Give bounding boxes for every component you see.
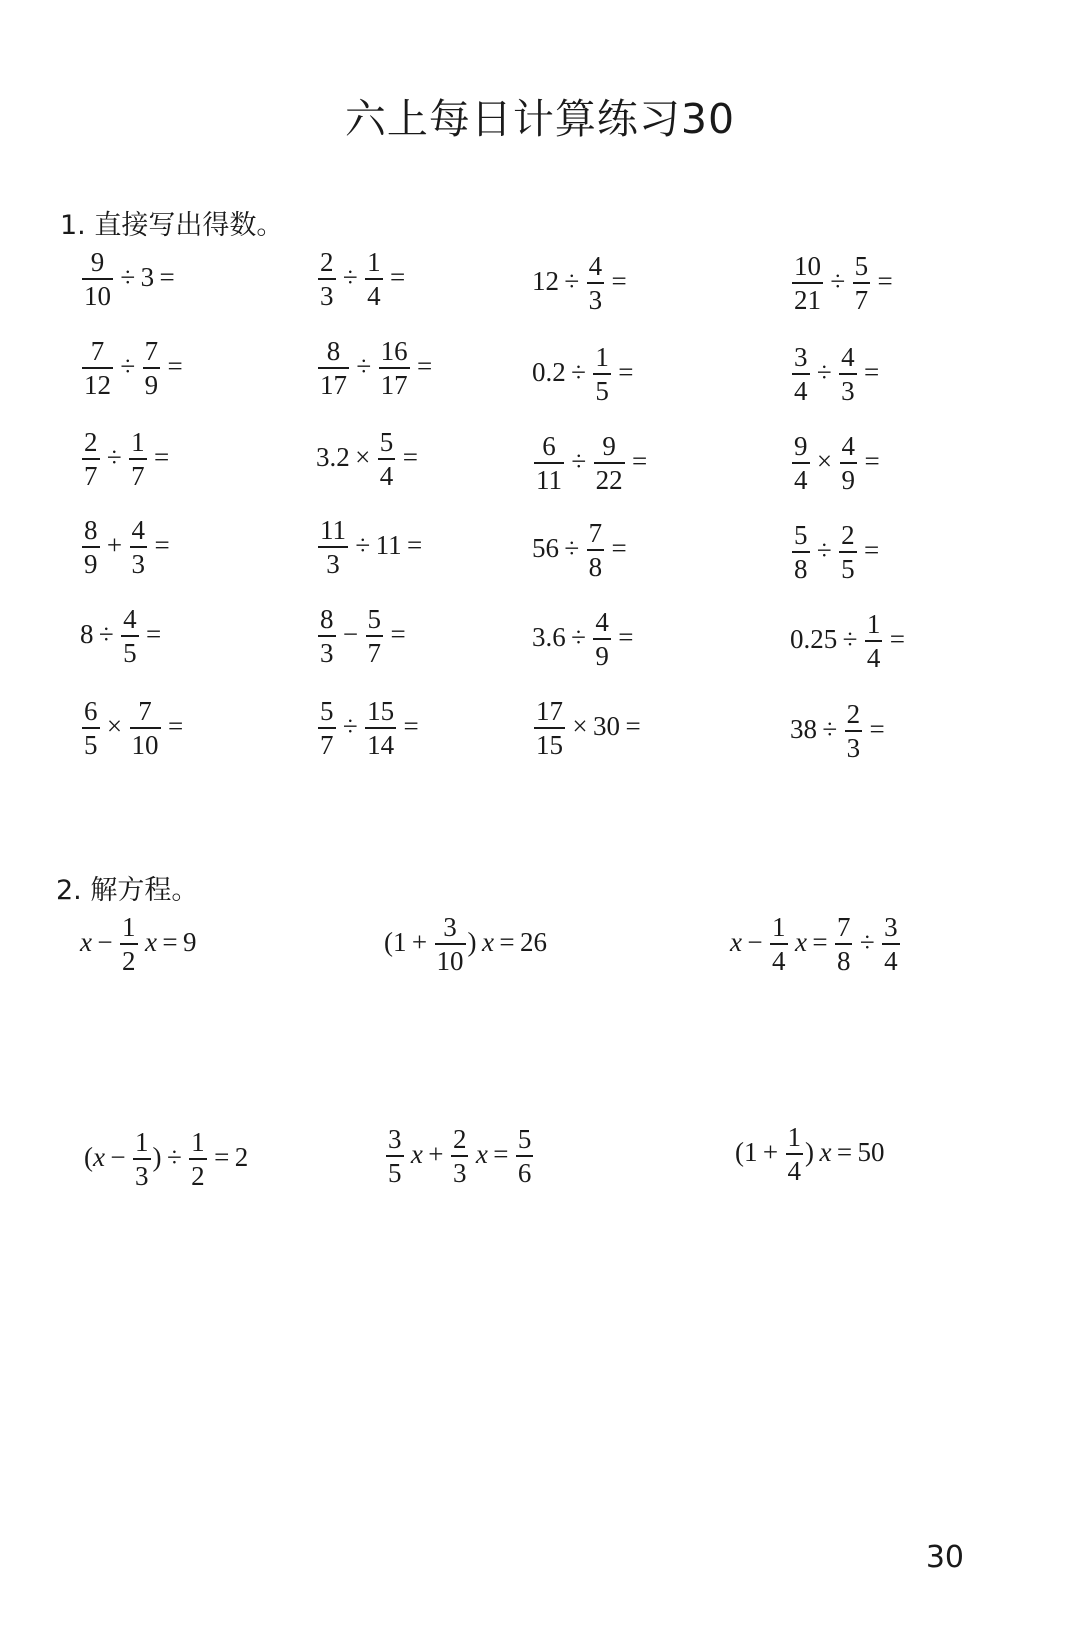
variable: x (475, 1138, 488, 1169)
fraction (882, 913, 900, 976)
variable: x (410, 1138, 423, 1169)
fraction-denominator: 4 (866, 643, 881, 674)
fraction-denominator: 8 (794, 554, 808, 585)
fraction-denominator: 2 (191, 1161, 205, 1192)
fraction-numerator: 2 (318, 248, 336, 280)
exercise-q3: 12 ÷ $\frac{4}{3}$ = (532, 251, 627, 316)
fraction-denominator: 5 (595, 376, 609, 407)
fraction-denominator: 8 (588, 552, 603, 583)
fraction (792, 343, 810, 406)
fraction (534, 697, 565, 760)
fraction-numerator: 8 (82, 516, 100, 548)
fraction (82, 516, 100, 579)
fraction-denominator: 3 (320, 281, 334, 312)
fraction-numerator: 5 (378, 428, 396, 460)
fraction (133, 1128, 151, 1191)
fraction-numerator: 9 (594, 432, 625, 464)
fraction-numerator: 2 (82, 428, 100, 460)
fraction-denominator: 4 (379, 461, 394, 492)
fraction (386, 1125, 404, 1188)
fraction-numerator: 4 (587, 252, 605, 284)
fraction (451, 1125, 469, 1188)
fraction-numerator: 6 (534, 432, 564, 464)
exercise-q2: $\frac{2}{3}$ ÷ $\frac{1}{4}$ = (320, 247, 406, 312)
fraction-denominator: 9 (84, 549, 98, 580)
fraction (318, 337, 349, 400)
page-title: 六上每日计算练习30 (344, 95, 736, 143)
fraction (435, 913, 466, 976)
fraction (130, 697, 161, 760)
fraction-numerator: 3 (792, 343, 810, 375)
fraction-denominator: 12 (84, 370, 111, 401)
fraction (587, 252, 605, 315)
page-number: 30 (925, 1540, 964, 1575)
fraction-numerator: 11 (318, 516, 348, 548)
fraction-numerator: 1 (770, 913, 788, 945)
fraction (593, 343, 611, 406)
variable: x (794, 926, 807, 957)
fraction (82, 697, 100, 760)
exercise-q24: 38 ÷ $\frac{2}{3}$ = (790, 699, 885, 764)
fraction-numerator: 1 (865, 610, 883, 642)
exercise-q21: $\frac{6}{5}$ × $\frac{7}{10}$ = (84, 696, 184, 761)
fraction-denominator: 15 (536, 730, 563, 761)
fraction-denominator: 14 (367, 730, 395, 761)
exercise-q17: 8 ÷ $\frac{4}{5}$ = (80, 604, 162, 669)
equation-e3: x − $\frac{1}{4}$ x = $\frac{7}{8}$ ÷ $\frac{3}{4}$ (730, 912, 898, 977)
fraction-denominator: 3 (135, 1161, 149, 1192)
fraction (365, 248, 383, 311)
fraction-numerator: 16 (379, 337, 410, 369)
fraction-numerator: 15 (365, 697, 396, 729)
fraction (120, 913, 138, 976)
exercise-q10: 3.2 × $\frac{5}{4}$ = (316, 427, 418, 492)
fraction (792, 521, 810, 584)
fraction-numerator: 10 (792, 252, 823, 284)
fraction-denominator: 3 (320, 638, 334, 669)
fraction-denominator: 6 (517, 1158, 532, 1189)
fraction-numerator: 5 (318, 697, 336, 729)
fraction-numerator: 3 (386, 1125, 404, 1157)
fraction (318, 248, 336, 311)
fraction-numerator: 7 (130, 697, 161, 729)
fraction-denominator: 5 (123, 638, 137, 669)
fraction-denominator: 4 (884, 946, 898, 977)
fraction (865, 610, 883, 673)
fraction-numerator: 7 (835, 913, 853, 945)
fraction (534, 432, 564, 495)
fraction-numerator: 4 (121, 605, 139, 637)
exercise-q13: $\frac{8}{9}$ + $\frac{4}{3}$ = (84, 515, 170, 580)
fraction (82, 337, 113, 400)
fraction-denominator: 10 (84, 281, 111, 312)
fraction-denominator: 5 (841, 554, 855, 585)
fraction-numerator: 8 (318, 605, 336, 637)
exercise-q20: 0.25 ÷ $\frac{1}{4}$ = (790, 609, 906, 674)
fraction (839, 343, 857, 406)
fraction-numerator: 7 (587, 519, 605, 551)
fraction-numerator: 5 (853, 252, 871, 284)
fraction-denominator: 4 (794, 376, 808, 407)
fraction-denominator: 17 (380, 370, 408, 401)
fraction (318, 605, 336, 668)
fraction (839, 521, 857, 584)
exercise-q6: $\frac{8}{17}$ ÷ $\frac{16}{17}$ = (320, 336, 433, 401)
exercise-q9: $\frac{2}{7}$ ÷ $\frac{1}{7}$ = (84, 427, 170, 492)
fraction (786, 1123, 804, 1186)
fraction-denominator: 7 (320, 730, 334, 761)
fraction-numerator: 4 (593, 608, 611, 640)
fraction (516, 1125, 534, 1188)
fraction-numerator: 1 (786, 1123, 804, 1155)
fraction (840, 432, 858, 495)
fraction-numerator: 1 (133, 1128, 151, 1160)
fraction (143, 337, 161, 400)
fraction-numerator: 2 (451, 1125, 469, 1157)
exercise-q23: $\frac{17}{15}$ × 30 = (536, 696, 641, 761)
fraction-denominator: 11 (536, 465, 562, 496)
fraction-denominator: 10 (436, 946, 464, 977)
fraction-numerator: 7 (82, 337, 113, 369)
fraction-numerator: 4 (840, 432, 858, 464)
fraction (189, 1128, 207, 1191)
fraction-denominator: 3 (131, 549, 146, 580)
fraction (594, 432, 625, 495)
variable: x (144, 926, 157, 957)
fraction-numerator: 4 (839, 343, 857, 375)
section-2-heading: 2. 解方程。 (56, 875, 199, 906)
fraction-denominator: 9 (144, 370, 159, 401)
exercise-q15: 56 ÷ $\frac{7}{8}$ = (532, 518, 627, 583)
fraction (593, 608, 611, 671)
fraction-numerator: 8 (318, 337, 349, 369)
equation-e5: $\frac{3}{5}$ x + $\frac{2}{3}$ x = $\frac{5}{6}$ (388, 1124, 532, 1189)
fraction (318, 516, 348, 579)
fraction-denominator: 4 (772, 946, 786, 977)
fraction (792, 252, 823, 315)
exercise-q16: $\frac{5}{8}$ ÷ $\frac{2}{5}$ = (794, 520, 880, 585)
exercise-q11: $\frac{6}{11}$ ÷ $\frac{9}{22}$ = (536, 431, 648, 496)
fraction (378, 428, 396, 491)
exercise-q5: $\frac{7}{12}$ ÷ $\frac{7}{9}$ = (84, 336, 183, 401)
fraction-numerator: 5 (366, 605, 384, 637)
fraction-denominator: 17 (320, 370, 347, 401)
variable: x (819, 1136, 832, 1167)
fraction-numerator: 17 (534, 697, 565, 729)
fraction-denominator: 10 (131, 730, 159, 761)
fraction (318, 697, 336, 760)
fraction (792, 432, 810, 495)
exercise-q12: $\frac{9}{4}$ × $\frac{4}{9}$ = (794, 431, 880, 496)
exercise-q14: $\frac{11}{3}$ ÷ 11 = (320, 515, 423, 580)
fraction-denominator: 3 (452, 1158, 467, 1189)
fraction-numerator: 5 (792, 521, 810, 553)
fraction-numerator: 3 (435, 913, 466, 945)
variable: x (481, 926, 494, 957)
exercise-q8: $\frac{3}{4}$ ÷ $\frac{4}{3}$ = (794, 342, 880, 407)
fraction-numerator: 9 (792, 432, 810, 464)
fraction-denominator: 3 (588, 285, 603, 316)
fraction (835, 913, 853, 976)
fraction (366, 605, 384, 668)
exercise-q18: $\frac{8}{3}$ − $\frac{5}{7}$ = (320, 604, 406, 669)
equation-e2: (1 + $\frac{3}{10}$ ) x = 26 (384, 912, 547, 977)
exercise-q22: $\frac{5}{7}$ ÷ $\frac{15}{14}$ = (320, 696, 419, 761)
fraction (587, 519, 605, 582)
variable: x (80, 926, 92, 957)
fraction-numerator: 1 (593, 343, 611, 375)
fraction-numerator: 1 (120, 913, 138, 945)
exercise-q19: 3.6 ÷ $\frac{4}{9}$ = (532, 607, 634, 672)
fraction (82, 248, 113, 311)
fraction-numerator: 7 (143, 337, 161, 369)
fraction-numerator: 1 (189, 1128, 207, 1160)
fraction (82, 428, 100, 491)
fraction-numerator: 6 (82, 697, 100, 729)
fraction-denominator: 4 (367, 281, 381, 312)
fraction-denominator: 3 (841, 376, 855, 407)
fraction-denominator: 9 (841, 465, 856, 496)
fraction-denominator: 4 (794, 465, 808, 496)
fraction-denominator: 3 (326, 549, 340, 580)
fraction-numerator: 1 (129, 428, 147, 460)
equation-e1: x − $\frac{1}{2}$ x = 9 (80, 912, 197, 977)
fraction (130, 516, 148, 579)
fraction (121, 605, 139, 668)
fraction-denominator: 5 (84, 730, 98, 761)
fraction-numerator: 9 (82, 248, 113, 280)
fraction-denominator: 22 (595, 465, 623, 496)
exercise-q7: 0.2 ÷ $\frac{1}{5}$ = (532, 342, 634, 407)
fraction-numerator: 2 (839, 521, 857, 553)
fraction-denominator: 7 (367, 638, 382, 669)
fraction-numerator: 3 (882, 913, 900, 945)
fraction (845, 700, 863, 763)
equation-e6: (1 + $\frac{1}{4}$ ) x = 50 (735, 1122, 885, 1187)
fraction-denominator: 8 (836, 946, 851, 977)
fraction (853, 252, 871, 315)
fraction-numerator: 2 (845, 700, 863, 732)
fraction-denominator: 5 (388, 1158, 402, 1189)
fraction (129, 428, 147, 491)
fraction-denominator: 21 (794, 285, 821, 316)
fraction-numerator: 4 (130, 516, 148, 548)
exercise-q4: $\frac{10}{21}$ ÷ $\frac{5}{7}$ = (794, 251, 893, 316)
fraction-numerator: 5 (516, 1125, 534, 1157)
fraction-denominator: 7 (854, 285, 869, 316)
fraction-denominator: 4 (787, 1156, 802, 1187)
equation-e4: (x − $\frac{1}{3}$ ) ÷ $\frac{1}{2}$ = 2 (84, 1127, 249, 1192)
fraction (365, 697, 396, 760)
fraction-denominator: 7 (131, 461, 145, 492)
fraction-denominator: 9 (595, 641, 609, 672)
fraction (379, 337, 410, 400)
fraction-denominator: 7 (84, 461, 98, 492)
fraction-numerator: 1 (365, 248, 383, 280)
fraction-denominator: 3 (846, 733, 861, 764)
fraction (770, 913, 788, 976)
exercise-q1: $\frac{9}{10}$ ÷ 3 = (84, 247, 175, 312)
section-1-heading: 1. 直接写出得数。 (60, 210, 284, 241)
fraction-denominator: 2 (122, 946, 136, 977)
variable: x (730, 926, 742, 957)
variable: x (93, 1141, 105, 1172)
